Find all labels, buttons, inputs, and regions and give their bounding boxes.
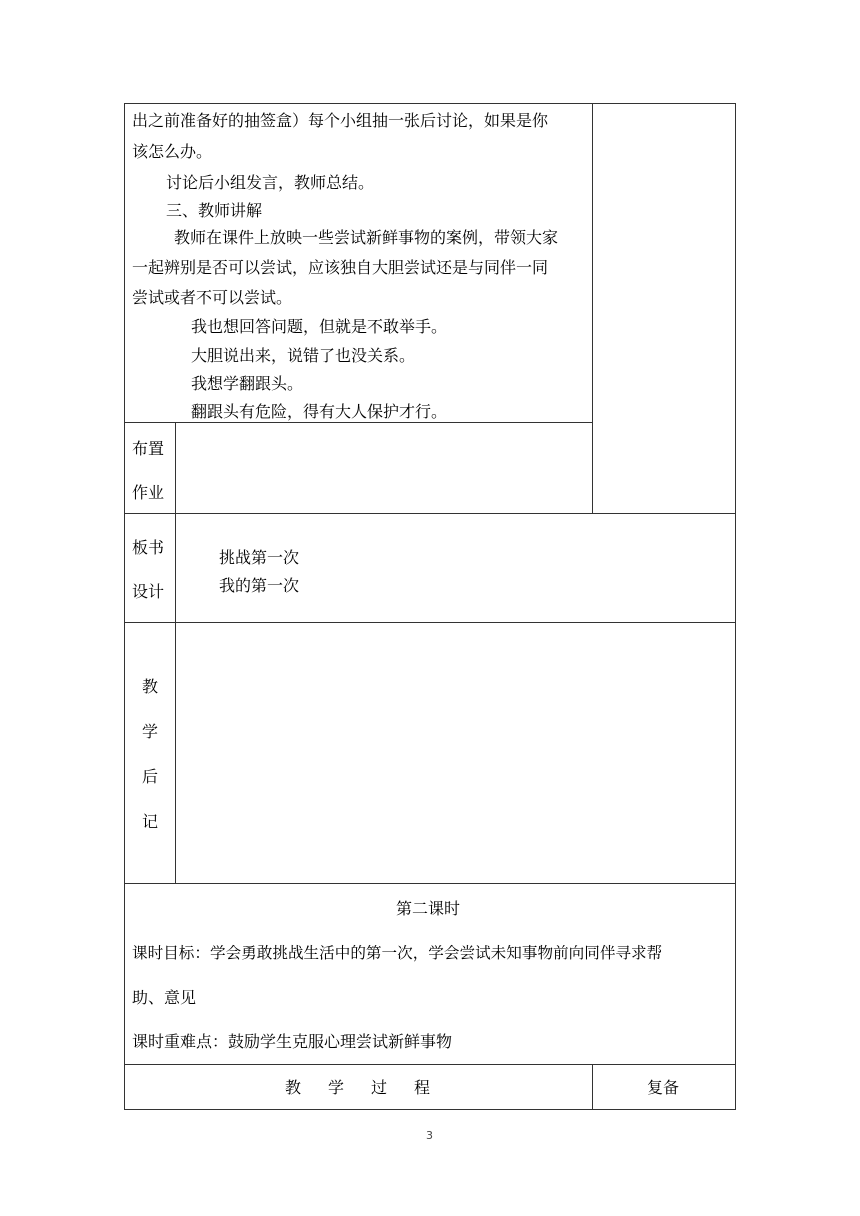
board-line: 我的第一次 bbox=[219, 576, 300, 595]
text-line: 讨论后小组发言，教师总结。 bbox=[166, 173, 375, 192]
section-heading: 三、教师讲解 bbox=[166, 201, 263, 220]
reflection-char: 后 bbox=[142, 767, 159, 786]
lesson-goal: 助、意见 bbox=[132, 988, 197, 1007]
review-label: 复备 bbox=[647, 1078, 680, 1097]
lesson-title: 第二课时 bbox=[396, 899, 461, 918]
text-line: 教师在课件上放映一些尝试新鲜事物的案例，带领大家 bbox=[174, 228, 559, 247]
reflection-char: 记 bbox=[142, 812, 159, 831]
page-number: 3 bbox=[426, 1129, 433, 1142]
text-line: 翻跟头有危险，得有大人保护才行。 bbox=[191, 402, 448, 421]
board-label: 设计 bbox=[132, 582, 165, 601]
text-line: 出之前准备好的抽签盒）每个小组抽一张后讨论，如果是你 bbox=[132, 111, 549, 130]
text-line: 该怎么办。 bbox=[132, 142, 213, 161]
lesson-goal: 课时目标：学会勇敢挑战生活中的第一次，学会尝试未知事物前向同伴寻求帮 bbox=[132, 944, 663, 962]
board-line: 挑战第一次 bbox=[219, 548, 300, 567]
text-line: 我也想回答问题，但就是不敢举手。 bbox=[191, 317, 448, 336]
homework-label: 作业 bbox=[132, 483, 165, 502]
process-char: 学 bbox=[328, 1078, 345, 1097]
text-line: 尝试或者不可以尝试。 bbox=[132, 288, 293, 307]
lesson-difficulty: 课时重难点：鼓励学生克服心理尝试新鲜事物 bbox=[132, 1032, 453, 1051]
process-char: 程 bbox=[414, 1078, 431, 1097]
text-line: 一起辨别是否可以尝试，应该独自大胆尝试还是与同伴一同 bbox=[132, 258, 549, 277]
homework-label: 布置 bbox=[132, 439, 165, 458]
reflection-char: 教 bbox=[142, 677, 159, 696]
process-char: 过 bbox=[371, 1078, 388, 1097]
reflection-char: 学 bbox=[142, 722, 159, 741]
board-label: 板书 bbox=[132, 538, 165, 557]
process-char: 教 bbox=[285, 1078, 302, 1097]
text-line: 大胆说出来，说错了也没关系。 bbox=[191, 346, 416, 365]
text-line: 我想学翻跟头。 bbox=[191, 374, 304, 393]
